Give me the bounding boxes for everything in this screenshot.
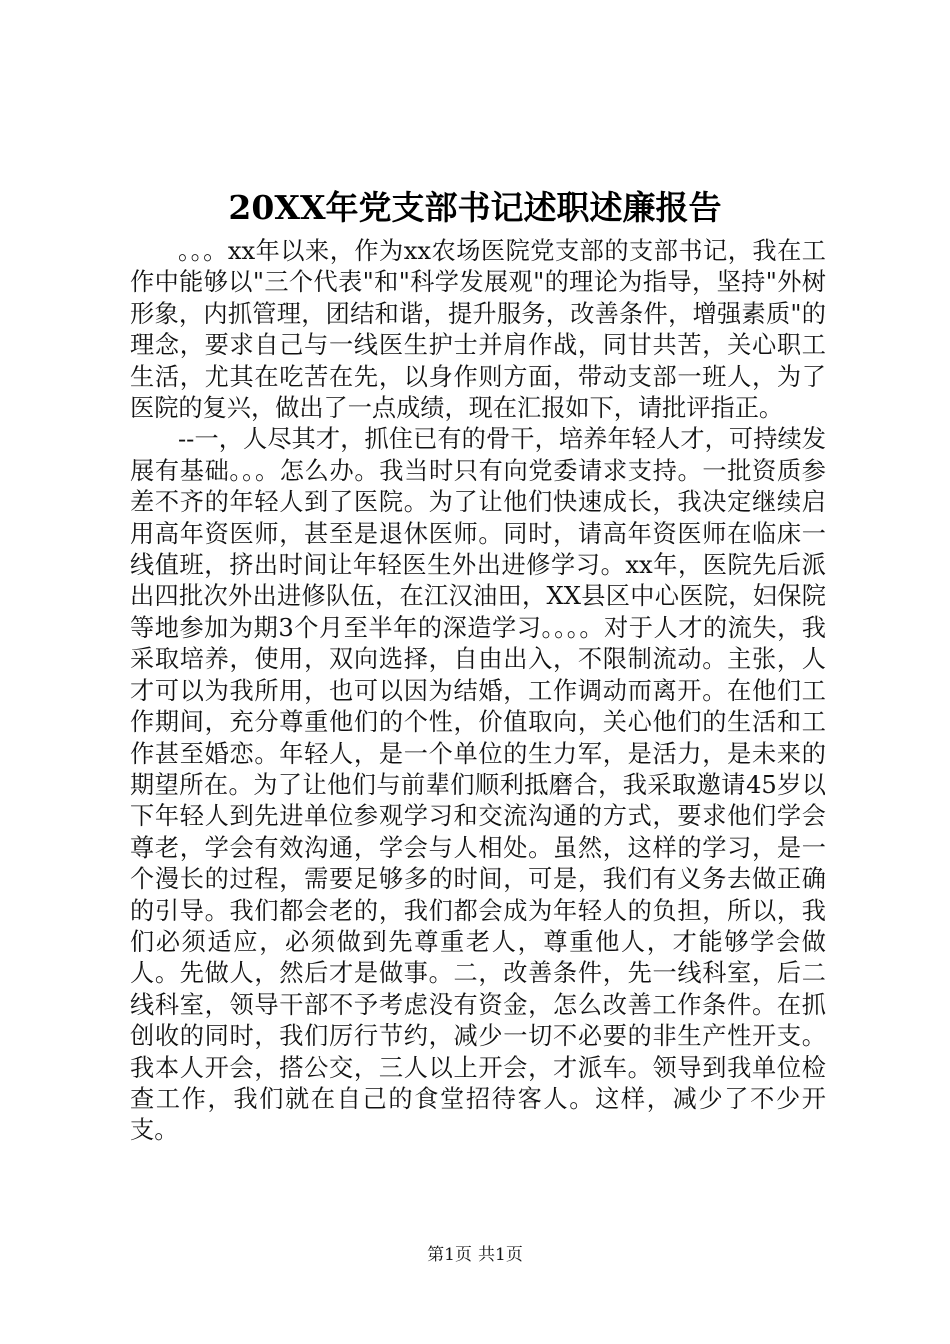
document-body [130, 236, 826, 1147]
paragraph-intro: 。。。xx年以来，作为xx农场医院党支部的支部书记，我在工作中能够以"三个代表"和"科学发展观"的理论为指导，坚持"外树形象，内抓管理，团结和谐，提升服务，改善条件，增强素质"的理念，要求自己与一线医生护士并肩作战，同甘共苦，关心职工生活，尤其在吃苦在先，以身作则方面，带动支部一班人，为了医院的复兴，做出了一点成绩，现在汇报如下，请批评指正。 [130, 237, 826, 423]
paragraph-section-one: --一，人尽其才，抓住已有的骨干，培养年轻人才，可持续发展有基础。。。怎么办。我当时只有向党委请求支持。一批资质参差不齐的年轻人到了医院。为了让他们快速成长，我决定继续启用高年资医师，甚至是退休医师。同时，请高年资医师在临床一线值班，挤出时间让年轻医生外出进修学习。xx年，医院先后派出四批次外出进修队伍，在江汉油田，XX县区中心医院，妇保院等地参加为期3个月至半年的深造学习。。。。对于人才的流失，我采取培养，使用，双向选择，自由出入，不限制流动。主张，人才可以为我所用，也可以因为结婚，工作调动而离开。在他们工作期间，充分尊重他们的个性，价值取向，关心他们的生活和工作甚至婚恋。年轻人，是一个单位的生力军，是活力，是未来的期望所在。为了让他们与前辈们顺利抵磨合，我采取邀请45岁以下年轻人到先进单位参观学习和交流沟通的方式，要求他们学会尊老，学会有效沟通，学会与人相处。虽然，这样的学习，是一个漫长的过程，需要足够多的时间，可是，我们有义务去做正确的引导。我们都会老的，我们都会成为年轻人的负担，所以，我们必须适应，必须做到先尊重老人，尊重他人，才能够学会做人。先做人，然后才是做事。二，改善条件，先一线科室，后二线科室，领导干部不予考虑没有资金，怎么改善工作条件。在抓创收的同时，我们厉行节约，减少一切不必要的非生产性开支。我本人开会，搭公交，三人以上开会，才派车。领导到我单位检查工作，我们就在自己的食堂招待客人。这样，减少了不少开支。 [130, 425, 826, 1145]
page-total: 共1页 [478, 1245, 523, 1265]
page-footer [0, 1244, 950, 1266]
document-title: 20XX年党支部书记述职述廉报告 [228, 188, 722, 227]
page-number: 第1页 [427, 1245, 472, 1265]
